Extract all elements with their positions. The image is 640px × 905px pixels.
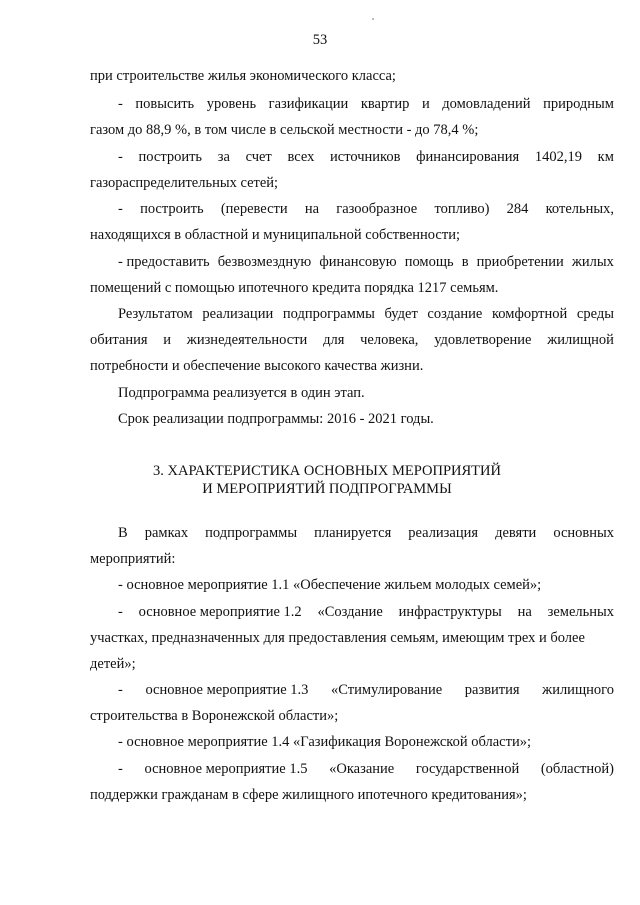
- word: подпрограммы: [282, 306, 375, 322]
- word: для: [323, 332, 345, 348]
- word: и: [163, 332, 172, 348]
- word: построить: [138, 149, 203, 165]
- word: котельных,: [545, 201, 614, 217]
- word: газификации: [268, 96, 349, 112]
- word: удовлетворение: [434, 332, 532, 348]
- text-line-justified: [118, 603, 614, 621]
- text-line: - основное мероприятие 1.1 «Обеспечение жильем молодых семей»;: [118, 577, 542, 593]
- word: жизнедеятельности: [186, 332, 308, 348]
- word: домовладений: [442, 96, 531, 112]
- word: подпрограммы: [205, 525, 298, 541]
- word: помощь: [404, 254, 454, 270]
- text-line-justified: [118, 524, 614, 542]
- word: газообразное: [336, 201, 418, 217]
- word: -: [118, 761, 123, 777]
- word: жилищной: [547, 332, 614, 348]
- word: км: [597, 149, 614, 165]
- word: земельных: [547, 604, 614, 620]
- word: «Стимулирование: [331, 682, 443, 698]
- section-heading-line-1: 3. ХАРАКТЕРИСТИКА ОСНОВНЫХ МЕРОПРИЯТИЙ: [153, 463, 501, 479]
- word: квартир: [360, 96, 410, 112]
- word: счет: [245, 149, 272, 165]
- text-line: детей»;: [90, 656, 136, 672]
- word: развития: [464, 682, 520, 698]
- word: за: [217, 149, 230, 165]
- text-line-justified: [118, 305, 614, 323]
- word: 284: [506, 201, 529, 217]
- word: (областной): [540, 761, 614, 777]
- word: - предоставить: [118, 254, 210, 270]
- text-line: - основное мероприятие 1.4 «Газификация Воронежской области»;: [118, 734, 531, 750]
- section-heading-line-2: И МЕРОПРИЯТИЙ ПОДПРОГРАММЫ: [202, 481, 452, 497]
- word: 1402,19: [534, 149, 582, 165]
- text-line: находящихся в областной и муниципальной собственности;: [90, 227, 460, 243]
- word: основное мероприятие 1.2: [138, 604, 302, 620]
- word: -: [118, 201, 123, 217]
- text-line: потребности и обеспечение высокого качества жизни.: [90, 358, 424, 374]
- word: и: [421, 96, 430, 112]
- text-line-justified: [90, 331, 614, 349]
- word: -: [118, 604, 123, 620]
- word: человека,: [360, 332, 419, 348]
- text-line: участках, предназначенных для предоставления семьям, имеющим трех и более: [90, 630, 585, 646]
- word: государственной: [415, 761, 520, 777]
- text-line-justified: [118, 253, 614, 271]
- word: Результатом: [118, 306, 193, 322]
- word: реализация: [408, 525, 479, 541]
- word: жилищного: [542, 682, 614, 698]
- text-line-justified: [118, 760, 614, 778]
- text-line: мероприятий:: [90, 551, 176, 567]
- text-line: газом до 88,9 %, в том числе в сельской местности - до 78,4 %;: [90, 122, 479, 138]
- word: основное мероприятие 1.3: [145, 682, 309, 698]
- text-line: строительства в Воронежской области»;: [90, 708, 339, 724]
- word: приобретении: [476, 254, 564, 270]
- text-line: Подпрограмма реализуется в один этап.: [118, 385, 365, 401]
- word: топливо): [434, 201, 490, 217]
- text-line: помещений с помощью ипотечного кредита порядка 1217 семьям.: [90, 280, 499, 296]
- word: финансирования: [416, 149, 520, 165]
- word: рамках: [144, 525, 189, 541]
- word: построить: [140, 201, 204, 217]
- text-line: Срок реализации подпрограммы: 2016 - 2021 годы.: [118, 411, 434, 427]
- word: обитания: [90, 332, 148, 348]
- word: повысить: [135, 96, 195, 112]
- word: комфортной: [491, 306, 568, 322]
- word: на: [517, 604, 532, 620]
- word: безвозмездную: [217, 254, 312, 270]
- word: в: [461, 254, 469, 270]
- word: -: [118, 149, 123, 165]
- text-line: поддержки гражданам в сфере жилищного ипотечного кредитования»;: [90, 787, 527, 803]
- word: (перевести: [220, 201, 288, 217]
- word: «Создание: [317, 604, 383, 620]
- word: уровень: [206, 96, 257, 112]
- text-line: при строительстве жилья экономического класса;: [90, 68, 396, 84]
- word: планируется: [314, 525, 392, 541]
- scan-speck: [372, 18, 374, 20]
- word: всех: [287, 149, 315, 165]
- word: будет: [384, 306, 418, 322]
- word: основных: [553, 525, 614, 541]
- text-line-justified: [118, 200, 614, 218]
- word: источников: [330, 149, 401, 165]
- word: природным: [543, 96, 614, 112]
- word: создание: [427, 306, 483, 322]
- word: инфраструктуры: [398, 604, 502, 620]
- word: среды: [576, 306, 614, 322]
- text-line-justified: [118, 681, 614, 699]
- text-line-justified: [118, 95, 614, 113]
- word: В: [118, 525, 128, 541]
- word: на: [304, 201, 320, 217]
- word: девяти: [495, 525, 537, 541]
- word: -: [118, 682, 123, 698]
- word: реализации: [202, 306, 274, 322]
- text-line-justified: [118, 148, 614, 166]
- page-number: 53: [312, 32, 328, 48]
- word: жилых: [571, 254, 614, 270]
- text-line: газораспределительных сетей;: [90, 175, 279, 191]
- word: основное мероприятие 1.5: [144, 761, 308, 777]
- word: «Оказание: [329, 761, 395, 777]
- word: финансовую: [319, 254, 397, 270]
- word: -: [118, 96, 123, 112]
